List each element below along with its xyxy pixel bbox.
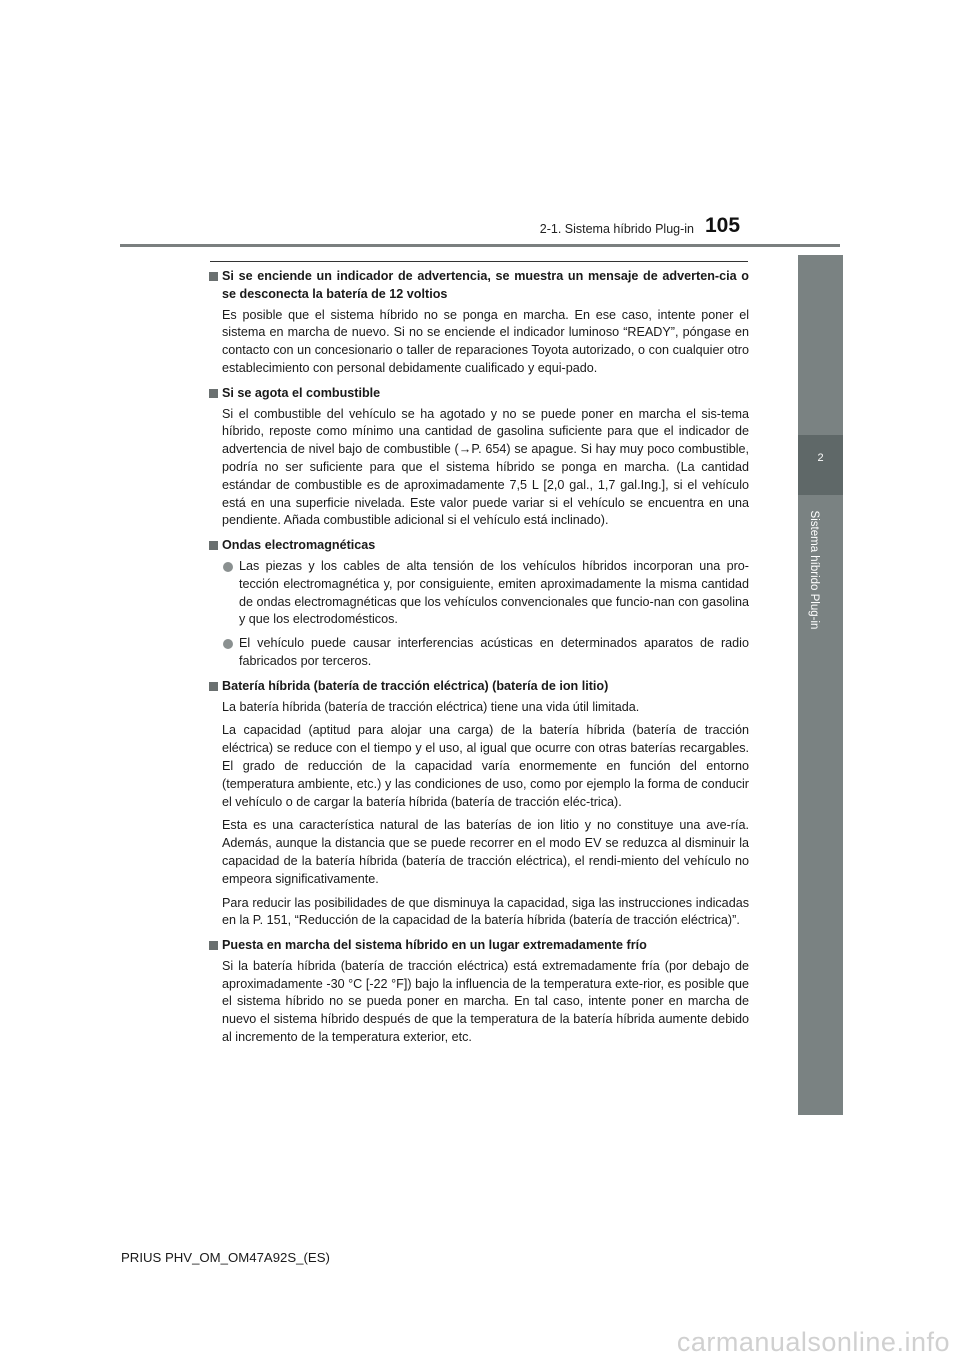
- content-divider: [210, 261, 748, 262]
- document-code: PRIUS PHV_OM_OM47A92S_(ES): [121, 1250, 330, 1265]
- section-title: [209, 268, 749, 304]
- section-cold-start: [209, 937, 749, 1047]
- list-item-text: Las piezas y los cables de alta tensión de los vehículos híbridos incorporan una pro-tección electromagnética y, por consiguiente, emiten aproximadamente la misma cantidad de ondas electromagnéticas que los vehículos convencionales que funcio-nan con gasolina y que los electrodomésticos.: [239, 558, 749, 627]
- page-number: 105: [705, 214, 741, 237]
- section-warning-indicator: [209, 268, 749, 378]
- chapter-number: 2: [817, 452, 824, 464]
- paragraph: La batería híbrida (batería de tracción eléctrica) tiene una vida útil limitada.: [222, 699, 640, 714]
- section-title-text: Puesta en marcha del sistema híbrido en un lugar extremadamente frío: [222, 938, 647, 953]
- paragraph: Es posible que el sistema híbrido no se ponga en marcha. En ese caso, intente poner el sistema en marcha de nuevo. Si no se enciende el indicador luminoso “READY”, póngase en contacto con un concesionario o taller de reparaciones Toyota autorizado, o con cualquier otro establecimiento con personal debidamente cualificado y equi-pado.: [222, 307, 749, 375]
- header-rule: [120, 244, 840, 247]
- chapter-tab: [798, 435, 843, 495]
- section-fuel: [209, 385, 749, 530]
- section-title-text: Batería híbrida (batería de tracción eléctrica) (batería de ion litio): [222, 678, 609, 693]
- section-hybrid-battery: [209, 678, 749, 930]
- list-item: [209, 635, 749, 671]
- section-title-text: Ondas electromagnéticas: [222, 538, 376, 553]
- watermark: carmanualsonline.info: [676, 1327, 950, 1357]
- section-heading: 2-1. Sistema híbrido Plug-in: [539, 222, 694, 236]
- side-bar-top: [798, 255, 843, 435]
- paragraph: Para reducir las posibilidades de que disminuya la capacidad, siga las instrucciones indicadas en la P. 151, “Reducción de la capacidad de la batería híbrida (batería de tracción eléctrica)”.: [222, 895, 749, 928]
- section-title: [209, 537, 749, 555]
- paragraph: Si la batería híbrida (batería de tracción eléctrica) está extremadamente fría (por debajo de aproximadamente -30 °C [-22 °F]) bajo la influencia de la temperatura exte-rior, es posible que el sistema híbrido no se pueda poner en marcha. En tal caso, intente poner en marcha de nuevo el sistema híbrido después de que la temperatura de la batería híbrida aumente debido al incremento de la temperatura exterior, etc.: [222, 958, 749, 1045]
- paragraph: La capacidad (aptitud para alojar una carga) de la batería híbrida (batería de tracción eléctrica) se reduce con el tiempo y el uso, al igual que ocurre con otras baterías recargables. El grado de reducción de la capacidad varía enormemente en función del entorno (temperatura ambiente, etc.) y las condiciones de uso, como por ejemplo la forma de conducir el vehículo o de cargar la batería híbrida (batería de tracción eléc-trica).: [222, 723, 749, 809]
- main-content: [209, 268, 749, 1054]
- section-title: [209, 678, 749, 696]
- side-bar-bottom: [798, 495, 843, 1115]
- square-bullet-icon: [209, 272, 218, 281]
- section-title: [209, 385, 749, 403]
- square-bullet-icon: [209, 389, 218, 398]
- circle-bullet-icon: [223, 562, 233, 572]
- list-item-text: El vehículo puede causar interferencias acústicas en determinados aparatos de radio fabricados por terceros.: [239, 636, 749, 668]
- chapter-label: Sistema híbrido Plug-in: [808, 510, 820, 630]
- paragraph: Si el combustible del vehículo se ha agotado y no se puede poner en marcha el sis-tema híbrido, reposte como mínimo una cantidad de gasolina suficiente para que el indicador de advertencia de nivel bajo de combustible (→P. 654) se apague. Si hay muy poco combustible, podría no ser suficiente para que el sistema híbrido se ponga en marcha. (La cantidad estándar de combustible es de aproximadamente 7,5 L [2,0 gal., 1,7 gal.Ing.], si el vehículo está en una superficie nivelada. Este valor puede variar si el vehículo se encuentra en una pendiente. Añada combustible adicional si el vehículo está inclinado).: [222, 406, 749, 528]
- section-title-text: Si se agota el combustible: [222, 385, 381, 400]
- list-item: [209, 558, 749, 629]
- circle-bullet-icon: [223, 639, 233, 649]
- section-electromagnetic: [209, 537, 749, 671]
- square-bullet-icon: [209, 941, 218, 950]
- paragraph: Esta es una característica natural de las baterías de ion litio y no constituye una ave-ría. Además, aunque la distancia que se puede recorrer en el modo EV se reduzca al disminuir la capacidad de la batería híbrida (batería de tracción eléctrica), el rendi-miento del vehículo no empeora significativamente.: [222, 818, 749, 886]
- section-title-text: Si se enciende un indicador de advertencia, se muestra un mensaje de adverten-cia o se desconecta la batería de 12 voltios: [222, 269, 749, 301]
- square-bullet-icon: [209, 541, 218, 550]
- section-title: [209, 937, 749, 955]
- square-bullet-icon: [209, 682, 218, 691]
